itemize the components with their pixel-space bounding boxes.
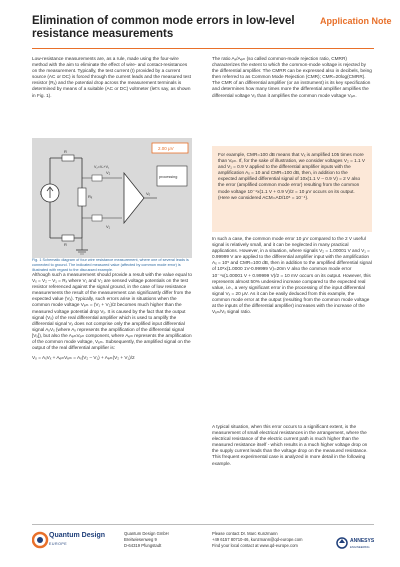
contact-line: Please contact Dr. Marc Kunzmann (212, 531, 278, 536)
label-v2-eq: V₂=Vₓ+V₁ (94, 165, 110, 169)
address-line: Breitwiesenweg 9 (124, 537, 157, 542)
resistor-sense-bottom (92, 215, 102, 221)
schematic-figure (32, 138, 192, 258)
label-vo: Vₒ (146, 191, 151, 196)
label-v2: V₂ (106, 170, 111, 175)
right-column-middle (212, 236, 372, 319)
address-line: D-64319 Pfungstadt (124, 543, 162, 548)
left-column-intro (32, 56, 192, 103)
footer-divider (32, 524, 374, 525)
logo-subtitle: EUROPE (49, 542, 68, 546)
common-mode-paragraph: In such a case, the common mode error 10 μV compared to the 2 V useful signal is relatively small, and it can be neglected in many practical applications. However, in a situation, where signals V₂ = 1.00001 V and V₁ = 0.99999 V are applied to the differential amplifier input with the amplification Aₓ = 10⁵ and CMR=100 dB, then in addition to the amplified differential signal of 10⁵x(1.0000 1V-0.99999 V)=20m V also the common mode error 10⁻⁴x(1.00001 V + 0.99999 V)/2 = 10 mV occurs on its output. However, this represents almost 50% undesired increase compared to the expected real value, i.e., a very significant error in the processing of the input differential signal Vₓ = 20 μV. As it can be easily deduced from this example, the common mode error at the output (resulting from the common mode voltage at the inputs of the differential amplifier) increases with the increase of the Vₑₘ/Vₓ signal ratio. (212, 236, 372, 315)
left-column-body (32, 272, 192, 361)
logo-name: Quantum Design (49, 532, 106, 539)
figure-caption: Fig. 1 Schematic diagram of four wire resistance measurement, where one of several leads is connected to ground. The indicated measured value (affected by common mode error) is illustrated with regard to the discussed example. (32, 258, 189, 272)
body-paragraph: Although such a measurement should provide a result with the value equal to Vₓ = V₂ – V₁ = Rₓ where V₁ and V₂ are sensed voltage potentials on the test resistor referenced against the signal ground, in the case of low resistance measurements the result of the measurement can significantly differ from the expected value (Vₓ). Typically, such errors arise in situations when the common mode voltage Vₑₘ = (V₁ + V₂)/2 becomes much higher than the measured voltage potential drop Vₓ. It is caused by the fact that the output signal (Vₒ) of the real differential amplifier which is used to amplify the differential signal Vₓ does not comprise only the amplified input differential signal AₓVₓ (where Aₓ represents the amplification of the differential signal [Vₓ]), but also the AₑₘVₑₘ component, where Aₑₘ represents the amplification of the common mode voltage, Vₑₘ. Subsequently, the amplified signal on the output of the real differential amplifier is: (32, 272, 192, 351)
partner-subtitle: ENGINEERING (350, 545, 370, 549)
contact-line[interactable]: +49 6157 80710-46, kunzmann@qd-europe.com (212, 537, 303, 542)
header-divider (32, 48, 374, 49)
label-v1: V₁ (106, 224, 111, 229)
label-r-top: R (64, 149, 67, 154)
partner-name: ANNESYS (350, 538, 375, 544)
address-line: Quantum Design GmbH (124, 531, 169, 536)
company-address (124, 531, 194, 549)
right-column-top (212, 56, 372, 103)
resistor-bottom-lead (62, 235, 74, 241)
typical-situation-paragraph: A typical situation, when this error occurs to a significant extent, is the measurement of small electrical resistances in the arrangement, where the electrical resistance of the electric current path is much higher than the measured resistance itself - which results in a much higher voltage drop on the supply current leads than the voltage drop on the measured resistance. This frequent experimental case is analyzed in more detail in the following example. (212, 424, 368, 466)
label-display-value: 2.00 μV (158, 146, 174, 151)
resistor-top-lead (62, 155, 74, 161)
header (0, 0, 400, 50)
resistor-sense-top (92, 175, 102, 181)
label-current: I (40, 191, 42, 197)
label-r-bottom: R (64, 242, 67, 247)
page-title: Elimination of common mode errors in low-level resistance measurements (32, 15, 295, 40)
resistor-rx (78, 188, 86, 206)
right-column-bottom (212, 424, 372, 467)
example-highlight-box (212, 146, 372, 232)
cmrr-paragraph: The ratio Aₓ/Aₑₘ (so called common-mode rejection ratio, CMRR) characterizes the extent to which the common-mode voltage is rejected by the differential amplifier. The CMRR can be expressed also in decibels, being then referred to as Common Mode Rejection (CMR); CMR=20log(CMRR). The CMR of an differential amplifier (or an instrument) is its key specification and determines how many times more the differential amplifier amplifies the differential voltage Vₓ than it amplifies the common mode voltage Vₑₘ. (212, 56, 372, 98)
label-processing: processing (159, 175, 178, 179)
application-note-label: Application Note (320, 16, 392, 26)
label-rx: Rₓ (88, 194, 93, 199)
contact-line[interactable]: Find your local contact at www.qd-europe.com (212, 543, 298, 548)
example-paragraph: For example, CMR=100 dB means that Vₓ is amplified 105 times more than Vₑₘ. If, for the sake of illustration, we consider voltages V₂ = 1.1 V and V₁ = 0.9 V applied to the differential amplifier inputs with the amplification Aₓ = 10 and CMR=100 dB, then, in addition to the expected amplified differential signal of 10x(1.1 V – 0.9 V) = 2 V also the error (amplified common mode error) resulting from the common mode voltage 10⁻⁴x(1.1 V + 0.9 V)/2 = 10 μV occurs on its output. (Here we considered ACM=AD/10⁵ = 10⁻⁴). (218, 152, 366, 200)
contact-info (212, 531, 332, 549)
equation: Vₒ = AₓVₓ + AₑₘVₑₘ = Aₓ(V₂ – V₁) + Aₑₘ(V₂ + V₁)/2 (32, 355, 135, 361)
intro-paragraph: Low-resistance measurements are, as a rule, made using the four-wire method with the aim to eliminate the effect of wire- and contact-resistances on the measurement. Typically, the test current (I) provided by a current source (AC or DC) is forced through the current leads and the measured test resistor (Rₓ) and the potential drop across the measurement terminals is determined by means of a suitable (AC or DC) voltmeter (let's say, as shown in Fig. 1). (32, 56, 191, 98)
